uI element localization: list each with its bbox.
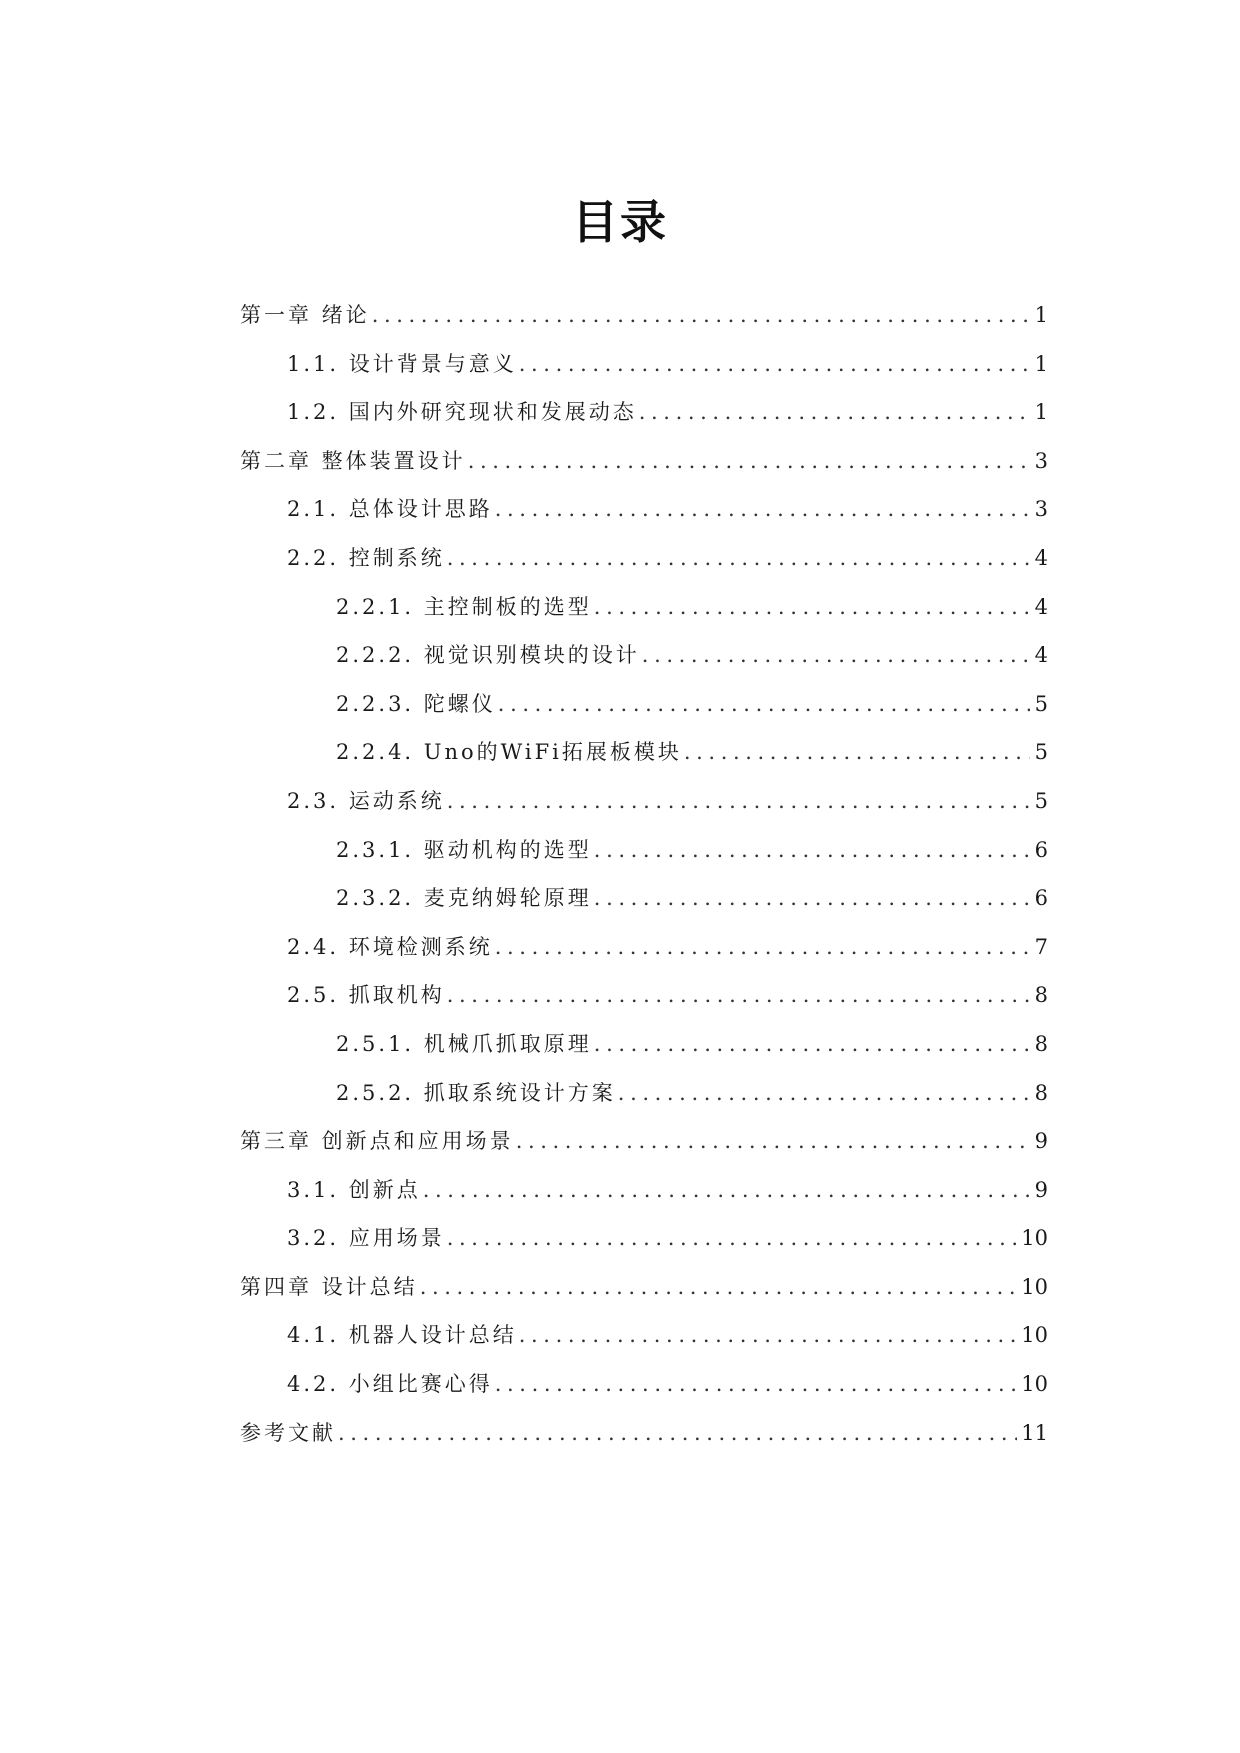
toc-entry-text: 第一章 绪论 (240, 303, 370, 327)
toc-page-number: 10 (1021, 1323, 1048, 1348)
toc-entry[interactable] (240, 979, 1048, 1028)
toc-entry[interactable] (240, 834, 1048, 883)
toc-entry-text: 2.2.1. 主控制板的选型 (336, 594, 592, 619)
toc-entry[interactable] (240, 1174, 1048, 1223)
toc-entry-text: 2.3.2. 麦克纳姆轮原理 (336, 886, 592, 911)
toc-entry-text: 2.5.1. 机械爪抓取原理 (336, 1031, 592, 1056)
toc-dot-leader (447, 983, 1030, 1007)
toc-entry[interactable] (240, 688, 1048, 737)
toc-page-number: 8 (1034, 1080, 1048, 1105)
toc-entry-text: 2.5.2. 抓取系统设计方案 (336, 1080, 616, 1105)
toc-page-number: 5 (1034, 788, 1048, 813)
toc-page-number: 10 (1021, 1226, 1048, 1251)
toc-page-number: 8 (1034, 1031, 1048, 1056)
toc-dot-leader (618, 1081, 1030, 1105)
toc-entry[interactable] (240, 785, 1048, 834)
toc-dot-leader (684, 740, 1030, 764)
table-of-contents (240, 299, 1048, 1465)
toc-dot-leader (519, 1323, 1018, 1347)
toc-dot-leader (447, 546, 1030, 570)
toc-entry[interactable] (240, 542, 1048, 591)
toc-dot-leader (516, 1129, 1030, 1153)
toc-entry-text: 2.3.1. 驱动机构的选型 (336, 837, 592, 862)
toc-dot-leader (594, 595, 1030, 619)
toc-entry-text: 4.2. 小组比赛心得 (287, 1372, 493, 1397)
toc-entry[interactable] (240, 1077, 1048, 1126)
toc-entry-text: 2.5. 抓取机构 (287, 983, 445, 1008)
toc-page-number: 7 (1034, 934, 1048, 959)
toc-entry[interactable] (240, 639, 1048, 688)
toc-entry[interactable] (240, 931, 1048, 980)
toc-entry[interactable] (240, 493, 1048, 542)
toc-entry[interactable] (240, 445, 1048, 494)
toc-entry-text: 2.2.3. 陀螺仪 (336, 691, 496, 716)
toc-dot-leader (372, 303, 1030, 327)
toc-dot-leader (594, 886, 1030, 910)
toc-entry-text: 3.1. 创新点 (287, 1177, 421, 1202)
toc-entry-text: 2.4. 环境检测系统 (287, 934, 493, 959)
toc-page-number: 1 (1034, 303, 1048, 327)
toc-dot-leader (468, 449, 1030, 473)
toc-dot-leader (338, 1421, 1017, 1445)
toc-page-number: 5 (1034, 691, 1048, 716)
toc-dot-leader (495, 935, 1030, 959)
toc-page-number: 6 (1034, 886, 1048, 911)
toc-entry[interactable] (240, 1028, 1048, 1077)
toc-title: 目录 (572, 195, 668, 249)
toc-entry-text: 第二章 整体装置设计 (240, 448, 466, 473)
toc-dot-leader (519, 352, 1030, 376)
toc-page-number: 8 (1034, 983, 1048, 1008)
toc-entry[interactable] (240, 299, 1048, 348)
toc-entry[interactable] (240, 1222, 1048, 1271)
toc-dot-leader (642, 643, 1030, 667)
toc-page-number: 4 (1034, 594, 1048, 619)
toc-page-number: 3 (1034, 448, 1048, 473)
toc-page-number: 4 (1034, 545, 1048, 570)
toc-entry[interactable] (240, 1125, 1048, 1174)
toc-entry[interactable] (240, 1368, 1048, 1417)
toc-entry-text: 2.3. 运动系统 (287, 788, 445, 813)
toc-entry[interactable] (240, 736, 1048, 785)
toc-entry-text: 第三章 创新点和应用场景 (240, 1129, 514, 1154)
toc-page-number: 10 (1021, 1274, 1048, 1299)
toc-page-number: 6 (1034, 837, 1048, 862)
toc-dot-leader (594, 838, 1030, 862)
toc-entry-text: 1.2. 国内外研究现状和发展动态 (287, 400, 637, 425)
toc-entry-text: 2.2. 控制系统 (287, 545, 445, 570)
toc-entry-text: 第四章 设计总结 (240, 1274, 418, 1299)
toc-entry[interactable] (240, 1271, 1048, 1320)
toc-page-number: 3 (1034, 497, 1048, 522)
toc-entry[interactable] (240, 1319, 1048, 1368)
toc-entry-text: 2.1. 总体设计思路 (287, 497, 493, 522)
toc-dot-leader (423, 1178, 1030, 1202)
toc-dot-leader (447, 789, 1030, 813)
toc-entry[interactable] (240, 591, 1048, 640)
toc-entry-text: 2.2.2. 视觉识别模块的设计 (336, 643, 640, 668)
toc-page-number: 11 (1021, 1420, 1048, 1445)
toc-page-number: 1 (1034, 351, 1048, 376)
toc-dot-leader (498, 692, 1030, 716)
toc-entry-text: 参考文献 (240, 1420, 336, 1445)
toc-dot-leader (420, 1275, 1018, 1299)
toc-entry-text: 2.2.4. Uno的WiFi拓展板模块 (336, 740, 682, 765)
toc-dot-leader (447, 1226, 1018, 1250)
toc-page-number: 1 (1034, 400, 1048, 425)
toc-entry-text: 4.1. 机器人设计总结 (287, 1323, 517, 1348)
toc-dot-leader (639, 400, 1030, 424)
toc-entry-text: 3.2. 应用场景 (287, 1226, 445, 1251)
toc-page-number: 9 (1034, 1177, 1048, 1202)
toc-entry[interactable] (240, 348, 1048, 397)
toc-page-number: 10 (1021, 1372, 1048, 1397)
toc-page-number: 5 (1034, 740, 1048, 765)
toc-page-number: 4 (1034, 643, 1048, 668)
toc-entry[interactable] (240, 882, 1048, 931)
toc-dot-leader (495, 1372, 1018, 1396)
toc-page-number: 9 (1034, 1129, 1048, 1154)
toc-dot-leader (594, 1032, 1030, 1056)
toc-dot-leader (495, 497, 1030, 521)
toc-entry[interactable] (240, 396, 1048, 445)
toc-entry[interactable] (240, 1417, 1048, 1466)
toc-entry-text: 1.1. 设计背景与意义 (287, 351, 517, 376)
